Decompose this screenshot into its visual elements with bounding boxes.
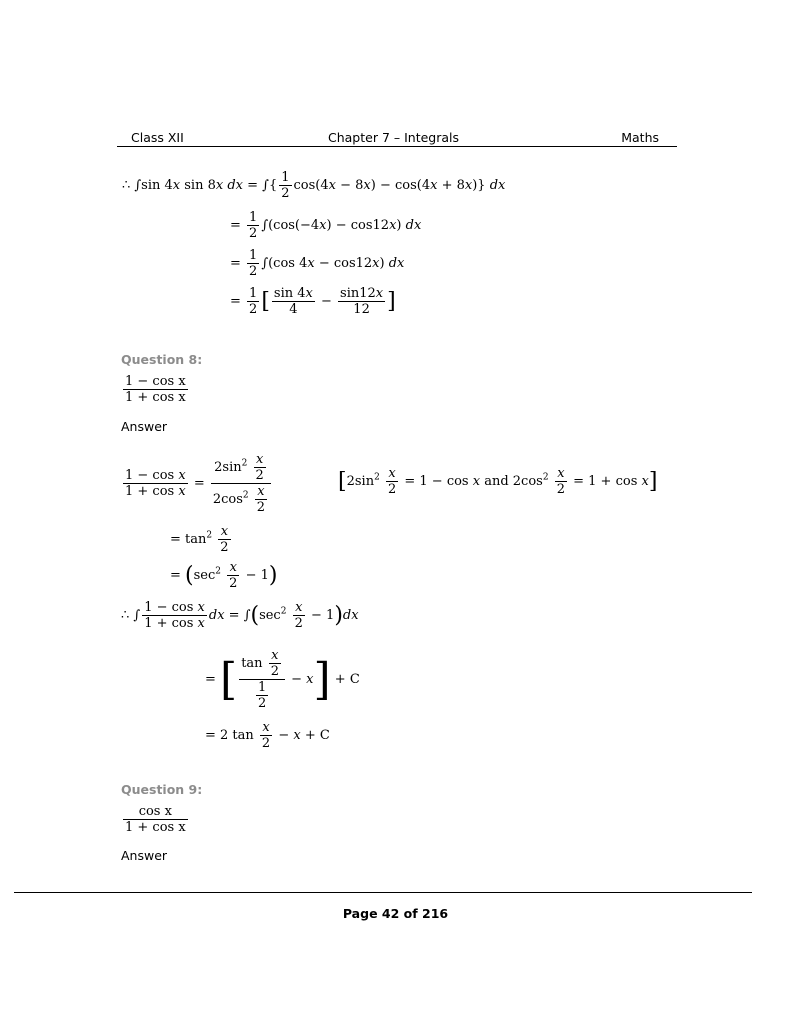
page-number: Page 42 of 216 [342,906,449,921]
q9-answer-label: Answer [121,848,168,863]
q8-step1: $\frac{\text{1 − cos x}}{\text{1 + cos x}}$ = $2\sin^2$ $\frac{x}{2}$ $2\cos^2$ $\frac{x}{2}$ [121,452,273,515]
q9-problem-den: 1 + cos x [125,820,186,835]
q8-step5: = [ tan $\frac{x}{2}$ $\frac{1}{2}$ − x] + C [205,648,360,711]
q8-problem-num: 1 − cos x [125,374,186,389]
eq1-line1: ∴ ∫sin 4x sin 8x dx = ∫{ $\frac{1}{2}$ cos(4x − 8x) − cos(4x + 8x)} dx [122,170,506,201]
q9-problem [121,804,190,835]
header-subject: Maths [621,130,659,145]
q8-problem [121,374,190,405]
header-chapter: Chapter 7 – Integrals [328,130,460,145]
q9-problem-num: cos x [123,804,188,820]
eq1-line2: = $\frac{1}{2}$ ∫(cos(−4x) − cos12x) dx [230,210,422,241]
q8-side-note: [$2\sin^2$ $\frac{x}{2}$ = 1 − cos x and $2\cos^2$ $\frac{x}{2}$ = 1 + cos x] [338,466,658,497]
page-header [117,130,677,147]
q8-step4: ∴ ∫ $\frac{\text{1 − cos x}}{\text{1 + cos x}}$ dx = $\int(\sec^2$ $\frac{x}{2}$ − 1)dx [121,600,359,631]
q8-step2: = $\tan^2$ $\frac{x}{2}$ [170,524,229,555]
footer-divider [14,892,752,893]
eq1-line3: = $\frac{1}{2}$ ∫(cos 4x − cos12x) dx [230,248,405,279]
q8-answer-label: Answer [121,419,168,434]
header-class: Class XII [131,130,184,145]
eq1-line4: = $\frac{1}{2}$ [ $\frac{\sin 4x}{4}$ − $\frac{\sin 12x}{12}$ ] [230,286,396,317]
question-9-heading: Question 9: [121,782,203,797]
q8-step3: = ($\sec^2$ $\frac{x}{2}$ − 1) [170,560,278,591]
q8-problem-den: 1 + cos x [125,390,186,405]
q8-step6: = 2 tan $\frac{x}{2}$ − x + C [205,720,330,751]
question-8-heading: Question 8: [121,352,203,367]
